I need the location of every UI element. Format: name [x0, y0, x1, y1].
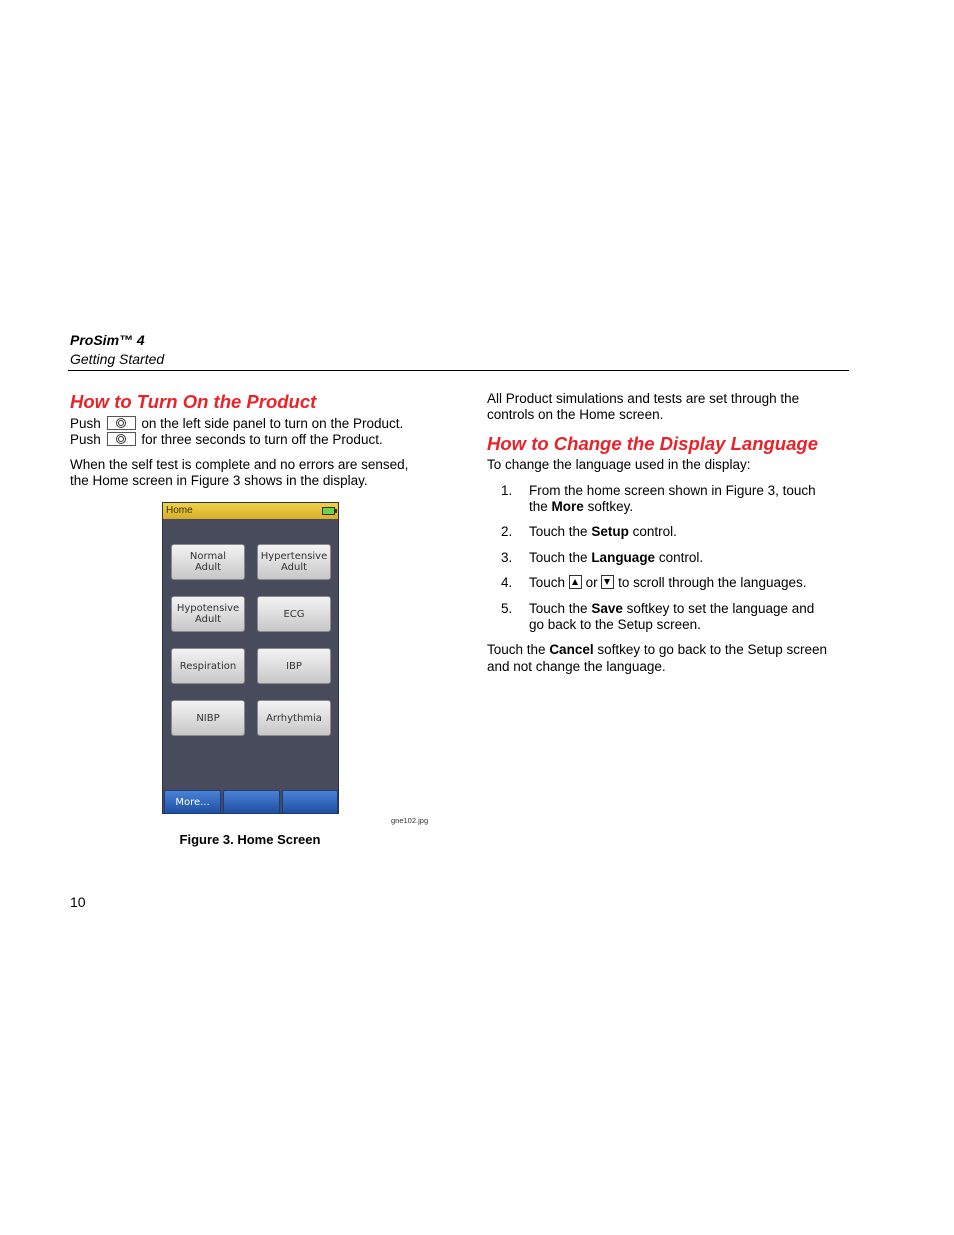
up-arrow-key-icon — [569, 575, 582, 589]
step-1-line-1: From the home screen shown in Figure 3, touch — [529, 483, 816, 498]
hypotensive-adult-button[interactable]: Hypotensive Adult — [171, 596, 245, 632]
ecg-button[interactable]: ECG — [257, 596, 331, 632]
battery-icon — [322, 507, 335, 515]
more-softkey[interactable]: More... — [164, 790, 221, 814]
push-label: Push — [70, 432, 101, 447]
figure-filename: gne102.jpg — [391, 816, 429, 825]
closing-text: Touch the — [487, 642, 546, 657]
turn-off-text: for three seconds to turn off the Product. — [141, 432, 383, 447]
save-keyword: Save — [591, 601, 623, 616]
screen-title: Home — [166, 505, 193, 516]
step-text: Touch the — [529, 524, 588, 539]
intro-line-1: All Product simulations and tests are set through the — [487, 391, 800, 406]
nibp-button[interactable]: NIBP — [171, 700, 245, 736]
step-text: the — [529, 499, 548, 514]
step-text: Touch the — [529, 601, 588, 616]
page-number: 10 — [70, 894, 86, 910]
figure-caption: Figure 3. Home Screen — [179, 832, 321, 847]
step-text: control. — [658, 550, 704, 565]
step-2 — [529, 524, 677, 541]
step-5-line-1 — [529, 601, 814, 618]
cancel-keyword: Cancel — [549, 642, 594, 657]
power-key-icon — [107, 416, 136, 430]
language-lead: To change the language used in the display: — [487, 457, 751, 472]
softkey-2[interactable] — [223, 790, 280, 814]
setup-keyword: Setup — [591, 524, 629, 539]
hypertensive-adult-button[interactable]: Hypertensive Adult — [257, 544, 331, 580]
intro-line-2: controls on the Home screen. — [487, 407, 664, 422]
turn-on-text: on the left side panel to turn on the Product. — [141, 416, 404, 431]
cancel-line-1 — [487, 642, 827, 659]
softkey-3[interactable] — [282, 790, 338, 814]
step-text: to scroll through the languages. — [618, 575, 807, 590]
arrhythmia-button[interactable]: Arrhythmia — [257, 700, 331, 736]
step-text: softkey to set the language and — [626, 601, 815, 616]
normal-adult-button[interactable]: Normal Adult — [171, 544, 245, 580]
language-keyword: Language — [591, 550, 656, 565]
step-1-line-2 — [529, 499, 633, 516]
step-number: 4. — [501, 575, 513, 590]
step-4 — [529, 575, 806, 592]
down-arrow-key-icon — [601, 575, 614, 589]
step-number: 2. — [501, 524, 513, 539]
step-number: 5. — [501, 601, 513, 616]
self-test-line-2: the Home screen in Figure 3 shows in the display. — [70, 473, 368, 488]
screen-title-bar — [163, 503, 338, 519]
cancel-line-2: and not change the language. — [487, 659, 666, 674]
push-label: Push — [70, 416, 101, 431]
turn-on-line — [70, 416, 403, 433]
running-header-section: Getting Started — [70, 351, 165, 367]
step-number: 3. — [501, 550, 513, 565]
heading-display-language: How to Change the Display Language — [487, 433, 818, 454]
heading-turn-on: How to Turn On the Product — [70, 391, 317, 412]
turn-off-line — [70, 432, 383, 449]
ibp-button[interactable]: IBP — [257, 648, 331, 684]
step-3 — [529, 550, 703, 567]
step-text: Touch — [529, 575, 566, 590]
closing-text: softkey to go back to the Setup screen — [597, 642, 827, 657]
home-screen-figure — [162, 502, 339, 814]
self-test-line-1: When the self test is complete and no errors are sensed, — [70, 457, 409, 472]
more-keyword: More — [551, 499, 584, 514]
header-rule — [68, 370, 849, 371]
step-5-line-2: go back to the Setup screen. — [529, 617, 701, 632]
running-header-product: ProSim™ 4 — [70, 332, 145, 348]
step-text: or — [585, 575, 598, 590]
step-text: control. — [632, 524, 677, 539]
step-text: softkey. — [587, 499, 634, 514]
power-key-icon — [107, 432, 136, 446]
step-text: Touch the — [529, 550, 588, 565]
respiration-button[interactable]: Respiration — [171, 648, 245, 684]
step-number: 1. — [501, 483, 513, 498]
